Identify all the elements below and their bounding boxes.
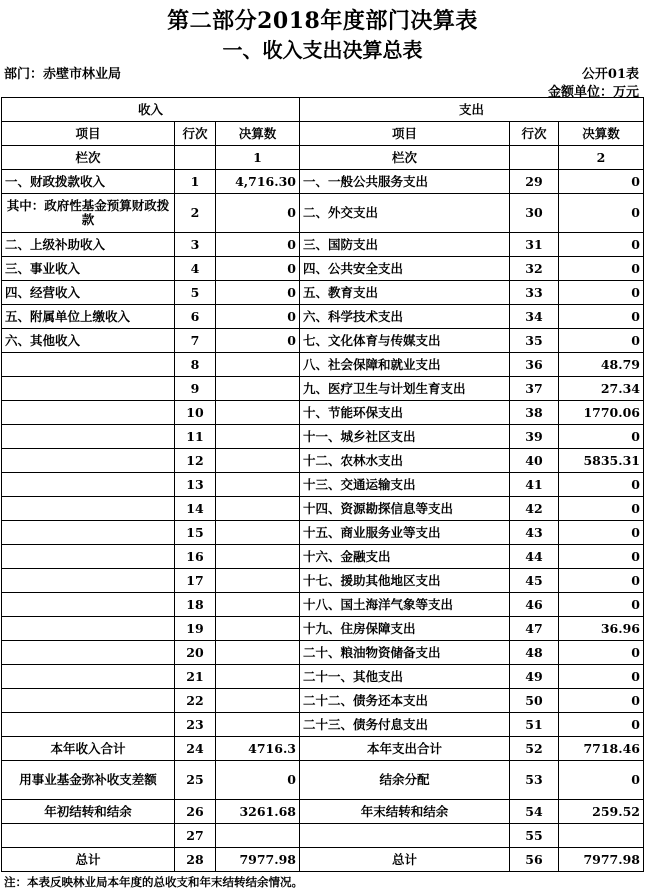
form-code: 公开01表 (581, 67, 639, 82)
expense-line: 35 (510, 329, 559, 353)
expense-item: 五、教育支出 (300, 281, 510, 305)
income-line: 28 (175, 848, 216, 872)
expense-line: 56 (510, 848, 559, 872)
income-item: 二、上级补助收入 (2, 233, 175, 257)
income-header: 收入 (2, 98, 300, 122)
income-amount (216, 401, 300, 425)
expense-amount: 0 (559, 713, 644, 737)
table-row (2, 593, 644, 617)
income-amount (216, 425, 300, 449)
expense-item: 十四、资源勘探信息等支出 (300, 497, 510, 521)
expense-line: 29 (510, 170, 559, 194)
expense-line: 39 (510, 425, 559, 449)
income-line: 3 (175, 233, 216, 257)
income-item: 其中：政府性基金预算财政拨款 (2, 194, 175, 233)
expense-header: 支出 (300, 98, 644, 122)
income-amount: 0 (216, 305, 300, 329)
expense-amount: 7718.46 (559, 737, 644, 761)
expense-line: 32 (510, 257, 559, 281)
expense-line: 55 (510, 824, 559, 848)
income-amount (216, 665, 300, 689)
income-item (2, 689, 175, 713)
income-line: 1 (175, 170, 216, 194)
table-row (2, 425, 644, 449)
income-amount (216, 713, 300, 737)
expense-amount: 0 (559, 425, 644, 449)
table-row (2, 257, 644, 281)
income-item (2, 665, 175, 689)
expense-item: 一、一般公共服务支出 (300, 170, 510, 194)
expense-line: 51 (510, 713, 559, 737)
expense-line: 46 (510, 593, 559, 617)
expense-amount: 0 (559, 473, 644, 497)
table-row (2, 617, 644, 641)
income-item: 六、其他收入 (2, 329, 175, 353)
expense-line: 50 (510, 689, 559, 713)
income-line-header: 行次 (175, 122, 216, 146)
expense-line: 47 (510, 617, 559, 641)
income-item (2, 545, 175, 569)
income-item: 三、事业收入 (2, 257, 175, 281)
income-amount (216, 689, 300, 713)
income-amount: 0 (216, 329, 300, 353)
expense-item: 七、文化体育与传媒支出 (300, 329, 510, 353)
income-amount (216, 545, 300, 569)
income-item: 四、经营收入 (2, 281, 175, 305)
expense-amount: 0 (559, 305, 644, 329)
expense-item: 二十一、其他支出 (300, 665, 510, 689)
income-line: 4 (175, 257, 216, 281)
table-row (2, 545, 644, 569)
income-line: 24 (175, 737, 216, 761)
income-amount: 0 (216, 233, 300, 257)
table-row (2, 401, 644, 425)
table-row (2, 761, 644, 800)
table-row (2, 497, 644, 521)
table-row (2, 305, 644, 329)
expense-amount: 0 (559, 233, 644, 257)
expense-amount: 0 (559, 281, 644, 305)
expense-line: 42 (510, 497, 559, 521)
income-amount: 7977.98 (216, 848, 300, 872)
income-amount: 0 (216, 761, 300, 800)
income-line: 20 (175, 641, 216, 665)
income-amount (216, 377, 300, 401)
expense-amount: 1770.06 (559, 401, 644, 425)
income-item: 用事业基金弥补收支差额 (2, 761, 175, 800)
table-row (2, 737, 644, 761)
income-item (2, 473, 175, 497)
income-amount: 0 (216, 281, 300, 305)
expense-item: 三、国防支出 (300, 233, 510, 257)
income-amount: 4716.3 (216, 737, 300, 761)
income-amount (216, 521, 300, 545)
expense-item: 九、医疗卫生与计划生育支出 (300, 377, 510, 401)
expense-item: 十九、住房保障支出 (300, 617, 510, 641)
income-line: 27 (175, 824, 216, 848)
income-column-label: 栏次 (2, 146, 175, 170)
expense-item: 十、节能环保支出 (300, 401, 510, 425)
expense-item: 十八、国土海洋气象等支出 (300, 593, 510, 617)
table-row (2, 473, 644, 497)
expense-line: 53 (510, 761, 559, 800)
department-label: 部门：赤壁市林业局 (4, 67, 122, 82)
expense-amount: 0 (559, 569, 644, 593)
income-item (2, 713, 175, 737)
table-row (2, 641, 644, 665)
income-amount (216, 353, 300, 377)
income-amount (216, 593, 300, 617)
expense-line: 31 (510, 233, 559, 257)
income-line: 7 (175, 329, 216, 353)
report-title: 第二部分2018年度部门决算表 (167, 8, 478, 34)
expense-amount: 27.34 (559, 377, 644, 401)
expense-line: 33 (510, 281, 559, 305)
income-item (2, 377, 175, 401)
table-row (2, 800, 644, 824)
expense-item: 四、公共安全支出 (300, 257, 510, 281)
expense-line: 34 (510, 305, 559, 329)
expense-line: 41 (510, 473, 559, 497)
expense-line: 45 (510, 569, 559, 593)
table-row (2, 569, 644, 593)
income-item (2, 521, 175, 545)
income-line: 17 (175, 569, 216, 593)
income-line: 15 (175, 521, 216, 545)
income-item (2, 824, 175, 848)
income-item (2, 353, 175, 377)
expense-item: 总计 (300, 848, 510, 872)
table-row (2, 449, 644, 473)
expense-item: 二十二、债务还本支出 (300, 689, 510, 713)
expense-amount: 0 (559, 593, 644, 617)
expense-item (300, 824, 510, 848)
expense-amount: 0 (559, 665, 644, 689)
expense-item: 十五、商业服务业等支出 (300, 521, 510, 545)
expense-amount: 0 (559, 761, 644, 800)
income-item: 五、附属单位上缴收入 (2, 305, 175, 329)
income-amount: 0 (216, 194, 300, 233)
report-subtitle: 一、收入支出决算总表 (222, 38, 423, 62)
expense-amount: 5835.31 (559, 449, 644, 473)
expense-amount: 48.79 (559, 353, 644, 377)
expense-line: 38 (510, 401, 559, 425)
expense-item: 十一、城乡社区支出 (300, 425, 510, 449)
income-line: 22 (175, 689, 216, 713)
expense-item: 八、社会保障和就业支出 (300, 353, 510, 377)
expense-line: 49 (510, 665, 559, 689)
income-line: 9 (175, 377, 216, 401)
expense-item: 十二、农林水支出 (300, 449, 510, 473)
table-row (2, 194, 644, 233)
income-amount (216, 569, 300, 593)
income-line: 5 (175, 281, 216, 305)
income-item (2, 425, 175, 449)
table-row (2, 170, 644, 194)
empty-cell (175, 146, 216, 170)
income-item (2, 641, 175, 665)
expense-column-number: 2 (559, 146, 644, 170)
expense-line: 52 (510, 737, 559, 761)
expense-amount (559, 824, 644, 848)
expense-amount: 36.96 (559, 617, 644, 641)
expense-amount-header: 决算数 (559, 122, 644, 146)
income-item (2, 497, 175, 521)
table-row (2, 713, 644, 737)
income-item-header: 项目 (2, 122, 175, 146)
income-item (2, 449, 175, 473)
income-line: 25 (175, 761, 216, 800)
expense-item: 本年支出合计 (300, 737, 510, 761)
expense-amount: 7977.98 (559, 848, 644, 872)
expense-line: 30 (510, 194, 559, 233)
income-item: 一、财政拨款收入 (2, 170, 175, 194)
table-row (2, 281, 644, 305)
income-amount: 3261.68 (216, 800, 300, 824)
table-row (2, 377, 644, 401)
table-row (2, 824, 644, 848)
table-row (2, 329, 644, 353)
income-amount: 0 (216, 257, 300, 281)
expense-item: 六、科学技术支出 (300, 305, 510, 329)
income-item: 年初结转和结余 (2, 800, 175, 824)
expense-item-header: 项目 (300, 122, 510, 146)
table-row (2, 521, 644, 545)
expense-item: 二、外交支出 (300, 194, 510, 233)
expense-amount: 0 (559, 497, 644, 521)
income-item (2, 617, 175, 641)
income-line: 19 (175, 617, 216, 641)
income-amount (216, 497, 300, 521)
income-amount (216, 473, 300, 497)
expense-amount: 0 (559, 257, 644, 281)
expense-line-header: 行次 (510, 122, 559, 146)
expense-line: 43 (510, 521, 559, 545)
income-expense-table (1, 97, 644, 872)
expense-item: 十三、交通运输支出 (300, 473, 510, 497)
income-amount-header: 决算数 (216, 122, 300, 146)
expense-line: 36 (510, 353, 559, 377)
expense-amount: 0 (559, 170, 644, 194)
income-amount (216, 449, 300, 473)
income-amount (216, 824, 300, 848)
expense-item: 十六、金融支出 (300, 545, 510, 569)
income-line: 8 (175, 353, 216, 377)
income-amount (216, 641, 300, 665)
expense-amount: 259.52 (559, 800, 644, 824)
expense-amount: 0 (559, 545, 644, 569)
income-item (2, 401, 175, 425)
expense-amount: 0 (559, 689, 644, 713)
income-amount: 4,716.30 (216, 170, 300, 194)
amount-unit: 金额单位：万元 (547, 85, 639, 100)
expense-item: 年末结转和结余 (300, 800, 510, 824)
income-line: 12 (175, 449, 216, 473)
expense-amount: 0 (559, 641, 644, 665)
income-line: 11 (175, 425, 216, 449)
expense-line: 54 (510, 800, 559, 824)
income-line: 14 (175, 497, 216, 521)
table-row (2, 848, 644, 872)
table-row (2, 353, 644, 377)
income-line: 2 (175, 194, 216, 233)
expense-amount: 0 (559, 329, 644, 353)
expense-line: 44 (510, 545, 559, 569)
footnote: 注：本表反映林业局本年度的总收支和年末结转结余情况。 (4, 875, 303, 889)
expense-line: 48 (510, 641, 559, 665)
income-line: 6 (175, 305, 216, 329)
expense-line: 40 (510, 449, 559, 473)
table-row (2, 689, 644, 713)
income-item: 总计 (2, 848, 175, 872)
table-row (2, 233, 644, 257)
expense-amount: 0 (559, 521, 644, 545)
income-column-number: 1 (216, 146, 300, 170)
expense-item: 结余分配 (300, 761, 510, 800)
income-line: 16 (175, 545, 216, 569)
expense-item: 十七、援助其他地区支出 (300, 569, 510, 593)
income-line: 21 (175, 665, 216, 689)
table-row (2, 665, 644, 689)
income-item (2, 569, 175, 593)
expense-item: 二十、粮油物资储备支出 (300, 641, 510, 665)
income-line: 26 (175, 800, 216, 824)
empty-cell (510, 146, 559, 170)
income-item: 本年收入合计 (2, 737, 175, 761)
expense-amount: 0 (559, 194, 644, 233)
income-item (2, 593, 175, 617)
income-line: 13 (175, 473, 216, 497)
income-amount (216, 617, 300, 641)
expense-item: 二十三、债务付息支出 (300, 713, 510, 737)
expense-line: 37 (510, 377, 559, 401)
income-line: 18 (175, 593, 216, 617)
expense-column-label: 栏次 (300, 146, 510, 170)
income-line: 23 (175, 713, 216, 737)
income-line: 10 (175, 401, 216, 425)
